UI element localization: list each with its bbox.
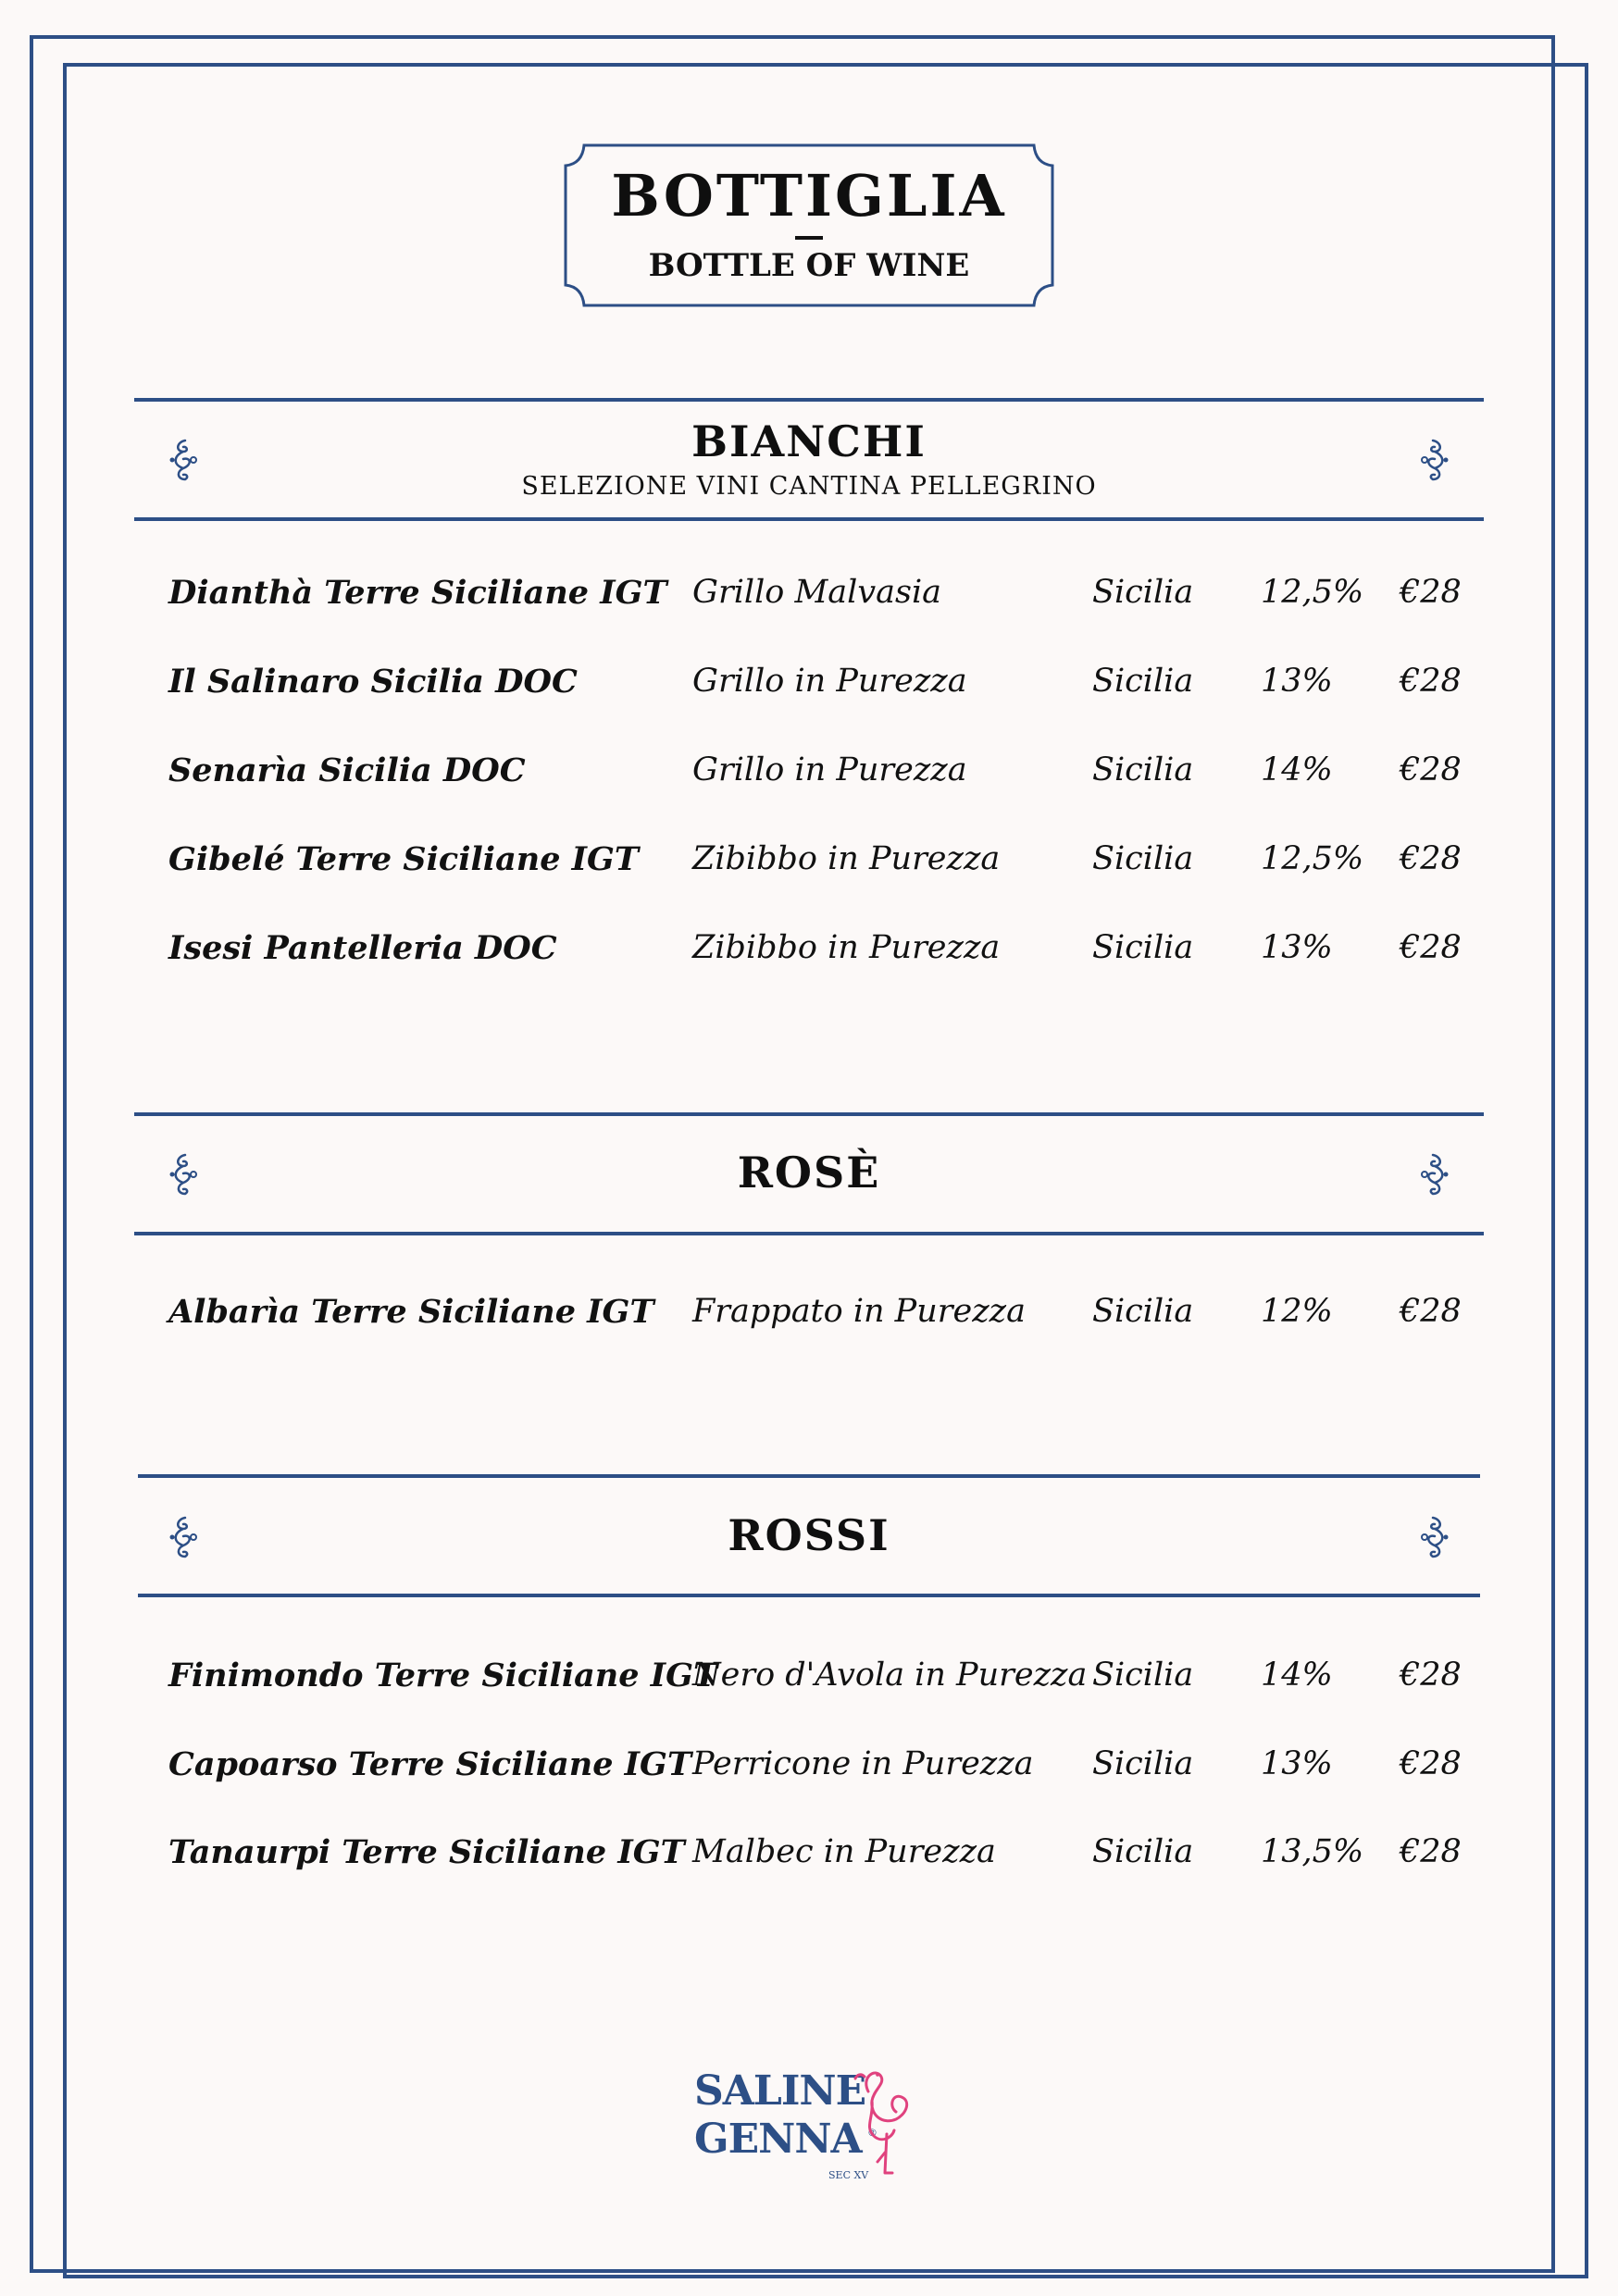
wine-row <box>0 1657 1618 1712</box>
wine-abv: 13% <box>1261 1745 1333 1782</box>
section-title-rose: ROSÈ <box>737 1148 881 1198</box>
wine-grape: Grillo Malvasia <box>692 574 942 611</box>
wine-row <box>0 751 1618 807</box>
wine-abv: 13% <box>1261 663 1333 700</box>
wine-abv: 12% <box>1261 1293 1333 1330</box>
wine-region: Sicilia <box>1092 929 1194 966</box>
wine-row <box>0 1745 1618 1801</box>
wine-row <box>0 1833 1618 1889</box>
wine-grape: Zibibbo in Purezza <box>692 840 1001 877</box>
wine-abv: 14% <box>1261 1657 1333 1694</box>
wine-row <box>0 929 1618 985</box>
wine-name: Tanaurpi Terre Siciliane IGT <box>168 1833 685 1871</box>
wine-row <box>0 1293 1618 1348</box>
wine-row <box>0 840 1618 896</box>
title-cartouche <box>564 143 1054 307</box>
wine-row <box>0 574 1618 629</box>
section-rule-top <box>134 398 1484 402</box>
wine-name: Albarìa Terre Siciliane IGT <box>168 1293 654 1331</box>
wine-price: €28 <box>1400 663 1462 700</box>
wine-price: €28 <box>1400 574 1462 611</box>
wine-name: Gibelé Terre Siciliane IGT <box>168 840 639 878</box>
logo-line-1: SALINE <box>694 2067 866 2115</box>
wine-abv: 14% <box>1261 751 1333 788</box>
wine-price: €28 <box>1400 929 1462 966</box>
page-subtitle: BOTTLE OF WINE <box>648 247 970 284</box>
saline-genna-logo <box>694 2064 926 2184</box>
wine-grape: Frappato in Purezza <box>692 1293 1026 1330</box>
fleuron-ornament-icon <box>1416 1514 1453 1560</box>
wine-grape: Zibibbo in Purezza <box>692 929 1001 966</box>
section-title-bianchi: BIANCHI <box>691 416 927 466</box>
wine-row <box>0 663 1618 718</box>
section-title-rossi: ROSSI <box>728 1510 890 1560</box>
fleuron-ornament-icon <box>165 437 202 483</box>
wine-region: Sicilia <box>1092 574 1194 611</box>
wine-price: €28 <box>1400 1745 1462 1782</box>
fleuron-ornament-icon <box>1416 437 1453 483</box>
section-subtitle-bianchi: SELEZIONE VINI CANTINA PELLEGRINO <box>521 472 1097 501</box>
flamingo-icon <box>852 2064 926 2184</box>
wine-grape: Nero d'Avola in Purezza <box>692 1657 1088 1694</box>
section-rule-bottom <box>134 517 1484 521</box>
logo-registered-mark: ® <box>867 2127 877 2139</box>
section-rule-top <box>138 1474 1480 1478</box>
fleuron-ornament-icon <box>165 1514 202 1560</box>
wine-grape: Perricone in Purezza <box>692 1745 1034 1782</box>
wine-name: Finimondo Terre Siciliane IGT <box>168 1657 718 1694</box>
wine-region: Sicilia <box>1092 1833 1194 1870</box>
wine-abv: 12,5% <box>1261 840 1364 877</box>
fleuron-ornament-icon <box>165 1151 202 1198</box>
wine-region: Sicilia <box>1092 1657 1194 1694</box>
wine-name: Capoarso Terre Siciliane IGT <box>168 1745 691 1783</box>
wine-price: €28 <box>1400 751 1462 788</box>
wine-price: €28 <box>1400 1833 1462 1870</box>
wine-name: Isesi Pantelleria DOC <box>168 929 557 967</box>
wine-grape: Malbec in Purezza <box>692 1833 996 1870</box>
section-rule-top <box>134 1112 1484 1116</box>
wine-region: Sicilia <box>1092 663 1194 700</box>
wine-price: €28 <box>1400 1657 1462 1694</box>
page-title: BOTTIGLIA <box>611 162 1007 230</box>
section-rule-bottom <box>138 1594 1480 1597</box>
fleuron-ornament-icon <box>1416 1151 1453 1198</box>
wine-grape: Grillo in Purezza <box>692 663 967 700</box>
wine-name: Dianthà Terre Siciliane IGT <box>168 574 667 612</box>
wine-region: Sicilia <box>1092 1293 1194 1330</box>
wine-abv: 13% <box>1261 929 1333 966</box>
wine-region: Sicilia <box>1092 1745 1194 1782</box>
wine-name: Senarìa Sicilia DOC <box>168 751 526 789</box>
wine-price: €28 <box>1400 1293 1462 1330</box>
wine-region: Sicilia <box>1092 751 1194 788</box>
title-divider <box>795 236 823 240</box>
section-rule-bottom <box>134 1232 1484 1235</box>
wine-abv: 12,5% <box>1261 574 1364 611</box>
wine-price: €28 <box>1400 840 1462 877</box>
logo-tagline: SEC XV <box>828 2169 869 2181</box>
wine-name: Il Salinaro Sicilia DOC <box>168 663 578 701</box>
wine-region: Sicilia <box>1092 840 1194 877</box>
logo-line-2: GENNA <box>694 2116 862 2163</box>
wine-abv: 13,5% <box>1261 1833 1364 1870</box>
wine-grape: Grillo in Purezza <box>692 751 967 788</box>
